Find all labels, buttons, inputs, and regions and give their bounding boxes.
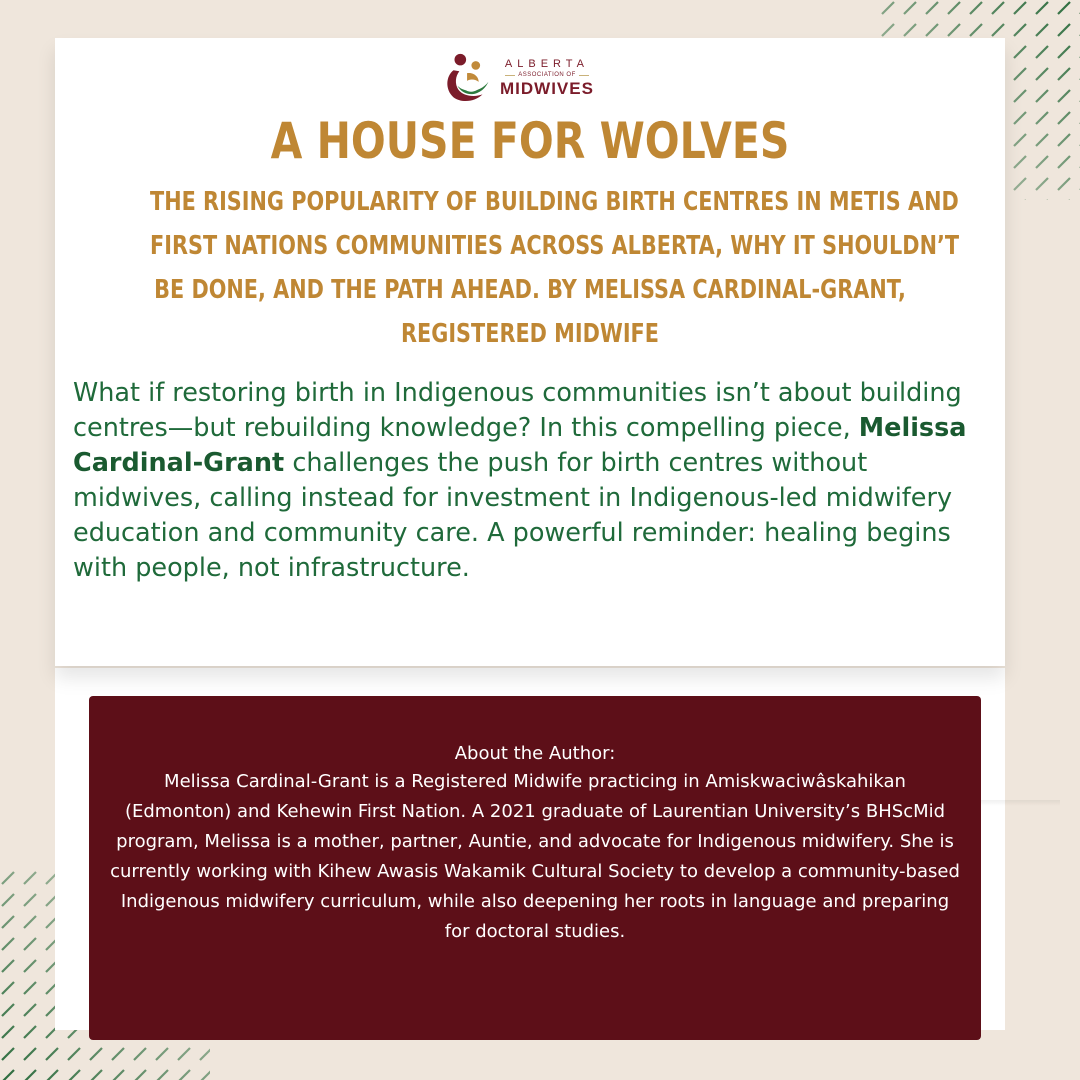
about-author-heading: About the Author: bbox=[454, 743, 616, 764]
association-logo bbox=[440, 48, 615, 108]
intro-text-before: What if restoring birth in Indigenous communities isn’t about building centres—but rebuilding knowledge? In this compelling piece, bbox=[73, 378, 962, 443]
intro-author-name: Melissa Cardinal-Grant bbox=[73, 413, 967, 478]
logo-line-association: ASSOCIATION OF bbox=[502, 71, 592, 79]
subtitle bbox=[55, 180, 1005, 356]
subtitle-line: THE RISING POPULARITY OF BUILDING BIRTH CENTRES IN METIS AND bbox=[150, 187, 959, 217]
logo-line-alberta: ALBERTA bbox=[504, 58, 590, 70]
page-title: A HOUSE FOR WOLVES bbox=[270, 112, 790, 170]
intro-text-after: challenges the push for birth centres without midwives, calling instead for investment in Indigenous-led midwifery education and community care. A powerful reminder: healing begins with people, not infrastructure. bbox=[73, 448, 953, 583]
about-author-bio: Melissa Cardinal-Grant is a Registered Midwife practicing in Amiskwaciwâskahikan (Edmonton) and Kehewin First Nation. A 2021 graduate of Laurentian University’s BHScMid program, Melissa is a mother, partner, Auntie, and advocate for Indigenous midwifery. She is currently working with Kihew Awasis Wakamik Cultural Society to develop a community-based Indigenous midwifery curriculum, while also deepening her roots in language and preparing for doctoral studies. bbox=[110, 771, 960, 942]
divider-shadow bbox=[975, 800, 1060, 806]
midwives-logo-icon bbox=[440, 49, 498, 107]
subtitle-line: BE DONE, AND THE PATH AHEAD. BY MELISSA CARDINAL-GRANT, bbox=[154, 275, 906, 305]
logo-line-midwives: MIDWIVES bbox=[500, 79, 594, 98]
about-author-box bbox=[89, 696, 981, 1040]
intro-paragraph bbox=[73, 376, 998, 586]
subtitle-line: REGISTERED MIDWIFE bbox=[401, 319, 659, 349]
subtitle-line: FIRST NATIONS COMMUNITIES ACROSS ALBERTA, WHY IT SHOULDN’T bbox=[150, 231, 960, 261]
